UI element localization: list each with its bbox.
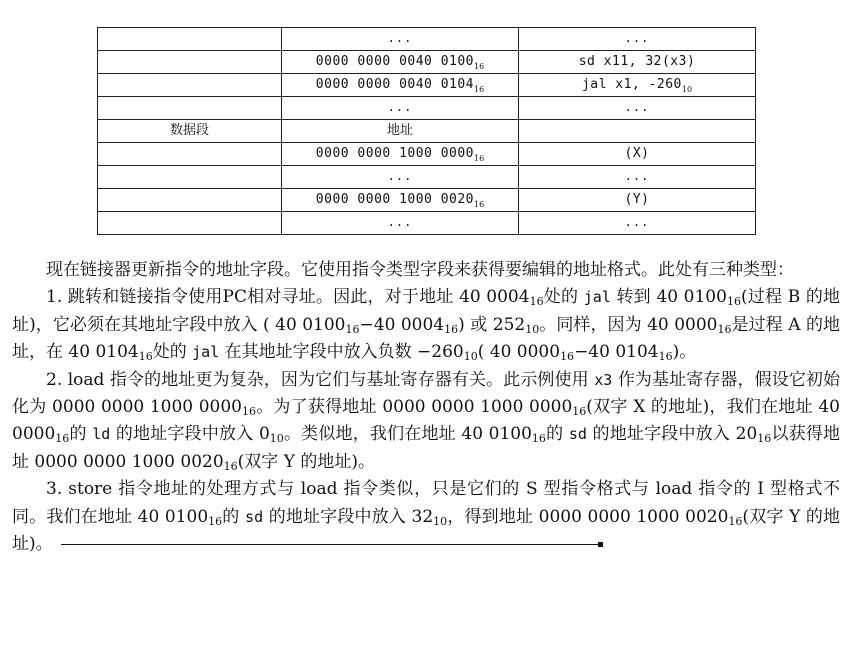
table-row	[98, 120, 756, 143]
memory-layout-table	[97, 27, 756, 235]
cell-text: ...	[624, 169, 650, 183]
table-cell-c2	[282, 212, 519, 235]
table-row	[98, 166, 756, 189]
table-cell-c2	[282, 74, 519, 97]
table-row	[98, 97, 756, 120]
cell-subscript: 16	[474, 154, 485, 163]
cell-subscript: 10	[681, 85, 693, 94]
cell-text: (X)	[624, 146, 650, 161]
store-paragraph: 3. store 指令地址的处理方式与 load 指令类似，只是它们的 S 型指令格式与 load 指令的 I 型格式不同。我们在地址 40 $0100_{16}$的 sd 的地址字段中放入 $32_{10}$，得到地址 0000 0000 1000 $0020_{16}$(双字 Y 的地址)。	[12, 479, 841, 555]
table-cell-c2	[282, 189, 519, 212]
table-cell-c3	[519, 51, 756, 74]
cell-subscript: 16	[474, 85, 485, 94]
cell-text: 地址	[386, 123, 413, 138]
table-cell-c3	[519, 120, 756, 143]
table-cell-c1	[98, 97, 282, 120]
table-row	[98, 212, 756, 235]
cell-text: ...	[387, 169, 413, 183]
table-row	[98, 74, 756, 97]
table-cell-c1	[98, 212, 282, 235]
table-cell-c2	[282, 166, 519, 189]
table-cell-c1	[98, 51, 282, 74]
table-row	[98, 51, 756, 74]
table-cell-c3	[519, 189, 756, 212]
cell-text: ...	[387, 100, 413, 114]
table-cell-c2	[282, 28, 519, 51]
table-cell-c1	[98, 189, 282, 212]
table-cell-c1	[98, 28, 282, 51]
table-row	[98, 143, 756, 166]
table-row	[98, 28, 756, 51]
body-text	[12, 257, 840, 558]
jal-paragraph: 1. 跳转和链接指令使用PC相对寻址。因此，对于地址 40 $0004_{16}$处的 jal 转到 40 $0100_{16}$(过程 B 的地址)，它必须在其地址字段中放入 ( 40 $0100_{16}-40$ $0004_{16}$) 或 $252_{10}$。同样，因为 40 $0000_{16}$是过程 A 的地址，在 40 $0104_{16}$处的 jal 在其地址字段中放入负数 $-260_{10}$( 40 $0000_{16}-40$ $0104_{16}$)。	[12, 287, 841, 364]
table-cell-c2	[282, 97, 519, 120]
cell-text: 0000 0000 1000 0020	[315, 192, 475, 207]
load-paragraph: 2. load 指令的地址更为复杂，因为它们与基址寄存器有关。此示例使用 x3 作为基址寄存器，假设它初始化为 0000 0000 1000 $0000_{16}$。为了获得地址 0000 0000 1000 $0000_{16}$(双字 X 的地址)，我们在地址 40 $0000_{16}$的 ld 的地址字段中放入 $0_{10}$。类似地，我们在地址 40 $0100_{16}$的 sd 的地址字段中放入 $20_{16}$以获得地址 0000 0000 1000 $0020_{16}$(双字 Y 的地址)。	[12, 369, 841, 473]
table-cell-c3	[519, 143, 756, 166]
cell-text: 0000 0000 0040 0100	[315, 54, 475, 69]
table-cell-c3	[519, 74, 756, 97]
cell-text: (Y)	[624, 192, 650, 207]
table-cell-c2	[282, 120, 519, 143]
table-cell-c1	[98, 143, 282, 166]
table-cell-c1	[98, 166, 282, 189]
table-cell-c3	[519, 97, 756, 120]
cell-text: ...	[624, 215, 650, 229]
cell-text: ...	[387, 31, 413, 45]
cell-text: ...	[624, 100, 650, 114]
end-marker-icon	[598, 542, 603, 547]
cell-text: ...	[624, 31, 650, 45]
intro-paragraph: 现在链接器更新指令的地址字段。它使用指令类型字段来获得要编辑的地址格式。此处有三种类型：	[46, 260, 794, 280]
table-cell-c1	[98, 74, 282, 97]
cell-subscript: 16	[474, 200, 485, 209]
table-cell-c3	[519, 212, 756, 235]
cell-text: jal x1, -260	[581, 77, 682, 92]
cell-text: 数据段	[169, 123, 209, 138]
table-cell-c1	[98, 120, 282, 143]
table-row	[98, 189, 756, 212]
cell-text: 0000 0000 1000 0000	[315, 146, 475, 161]
cell-text: 0000 0000 0040 0104	[315, 77, 475, 92]
end-of-example-rule	[61, 544, 601, 545]
table-cell-c3	[519, 166, 756, 189]
cell-text: sd x11, 32(x3)	[578, 54, 696, 69]
table-cell-c3	[519, 28, 756, 51]
cell-subscript: 16	[474, 62, 485, 71]
cell-text: ...	[387, 215, 413, 229]
table-cell-c2	[282, 143, 519, 166]
table-cell-c2	[282, 51, 519, 74]
